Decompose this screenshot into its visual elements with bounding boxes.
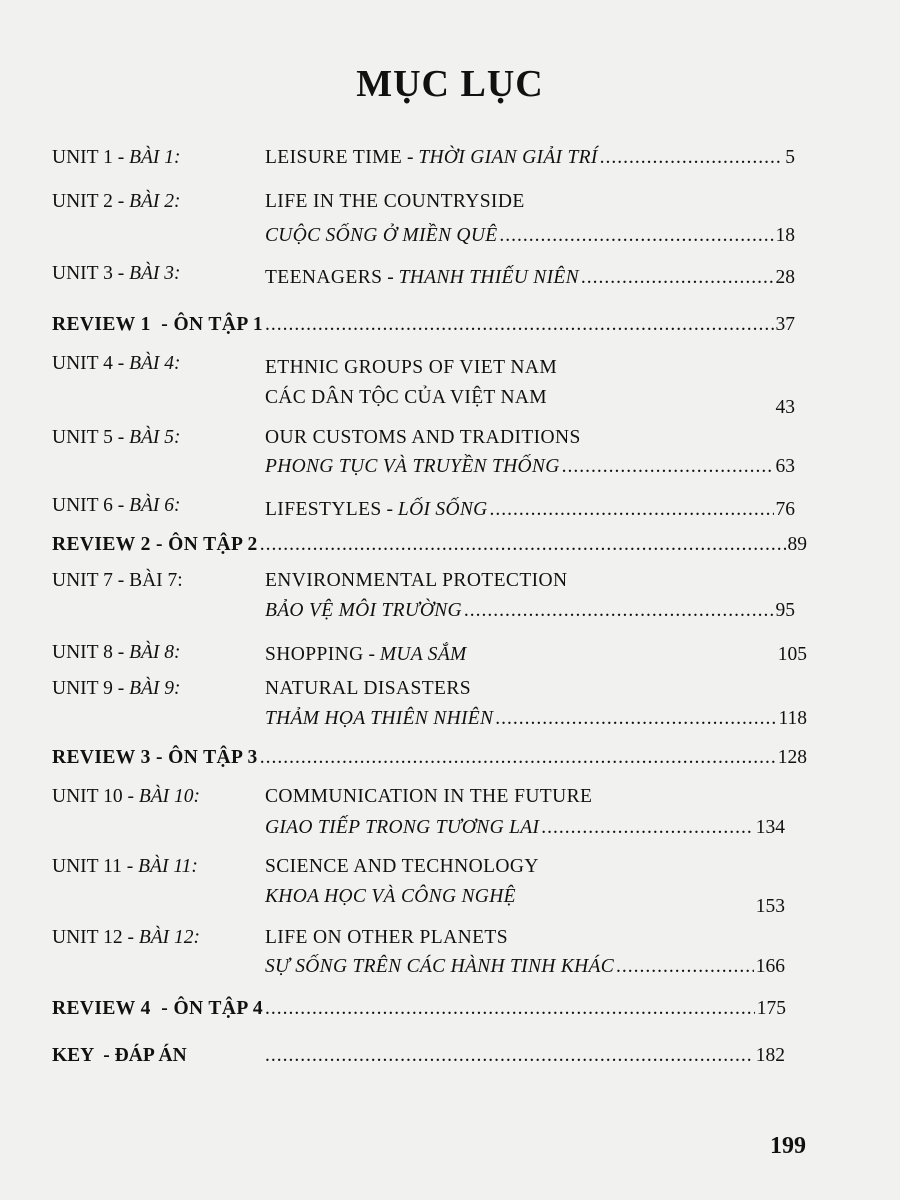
title-separator: - xyxy=(381,499,398,520)
toc-title-line xyxy=(265,266,795,290)
title-separator: - xyxy=(382,267,399,288)
english-title: LIFE IN THE COUNTRYSIDE xyxy=(265,191,525,212)
page-ref: 76 xyxy=(775,499,795,520)
vietnamese-title: KHOA HỌC VÀ CÔNG NGHỆ xyxy=(265,886,516,907)
bai-label: BÀI 10: xyxy=(138,786,201,807)
page-ref: 95 xyxy=(775,600,795,621)
toc-title-line xyxy=(52,533,807,557)
vietnamese-title: THẢM HỌA THIÊN NHIÊN xyxy=(265,708,494,729)
toc-title-line xyxy=(265,885,785,917)
english-title: COMMUNICATION IN THE FUTURE xyxy=(265,786,593,807)
toc-title-line xyxy=(52,313,795,337)
review-label: REVIEW 3 - ÔN TẬP 3 xyxy=(52,747,258,768)
toc-label xyxy=(52,785,200,809)
bai-label: BÀI 8: xyxy=(129,642,181,663)
dot-leader xyxy=(541,816,753,840)
bai-label: BÀI 2: xyxy=(129,191,181,212)
english-title: LIFESTYLES xyxy=(265,499,382,520)
toc-label xyxy=(52,352,181,376)
page-ref: 134 xyxy=(755,817,785,838)
page-ref: 128 xyxy=(777,747,807,768)
page-ref: 118 xyxy=(778,708,807,729)
review-label: REVIEW 1 - ÔN TẬP 1 xyxy=(52,314,263,335)
english-title: TEENAGERS xyxy=(265,267,383,288)
dot-leader xyxy=(562,455,774,479)
review-label: REVIEW 2 - ÔN TẬP 2 xyxy=(52,534,258,555)
vietnamese-title: LỐI SỐNG xyxy=(397,499,488,520)
vietnamese-title: SỰ SỐNG TRÊN CÁC HÀNH TINH KHÁC xyxy=(265,956,615,977)
page-ref: 166 xyxy=(755,956,785,977)
unit-label: UNIT 3 - xyxy=(52,263,130,284)
bai-label: BÀI 6: xyxy=(129,495,181,516)
dot-leader xyxy=(260,533,786,557)
toc-title-line xyxy=(265,707,807,731)
toc-title-line xyxy=(265,599,795,623)
toc-title-line xyxy=(265,146,795,170)
bai-label: BÀI 4: xyxy=(129,353,181,374)
dot-leader xyxy=(464,599,774,623)
toc-label xyxy=(52,569,183,593)
toc-label xyxy=(52,494,181,518)
page-ref: 18 xyxy=(775,225,795,246)
page-ref: 153 xyxy=(755,896,785,917)
page-ref: 89 xyxy=(787,534,807,555)
vietnamese-title: MUA SẮM xyxy=(379,644,467,665)
page-ref: 182 xyxy=(755,1045,785,1066)
toc-title-line xyxy=(265,224,795,248)
toc-label xyxy=(52,262,181,286)
dot-leader xyxy=(265,1044,754,1068)
dot-leader xyxy=(581,266,774,290)
bai-label: BÀI 12: xyxy=(138,927,201,948)
english-title: OUR CUSTOMS AND TRADITIONS xyxy=(265,427,581,448)
bai-label: BÀI 11: xyxy=(138,856,198,877)
unit-label: UNIT 9 - xyxy=(52,678,130,699)
unit-label: UNIT 4 - xyxy=(52,353,130,374)
page-title: MỤC LỤC xyxy=(356,63,544,105)
title-separator: - xyxy=(363,644,380,665)
unit-label: UNIT 5 - xyxy=(52,427,130,448)
english-title: SCIENCE AND TECHNOLOGY xyxy=(265,856,539,877)
dot-leader xyxy=(260,746,776,770)
page-ref: 5 xyxy=(785,147,795,168)
toc-title-line xyxy=(265,455,795,479)
vietnamese-title: BẢO VỆ MÔI TRƯỜNG xyxy=(265,600,462,621)
page-ref: 43 xyxy=(775,397,795,418)
english-title: LIFE ON OTHER PLANETS xyxy=(265,927,508,948)
bai-label: BÀI 5: xyxy=(129,427,181,448)
unit-label: UNIT 1 - xyxy=(52,147,130,168)
toc-title-line xyxy=(265,498,795,522)
toc-title-line xyxy=(265,816,785,840)
toc-title-line xyxy=(52,997,786,1021)
unit-label: UNIT 7 - BÀI 7: xyxy=(52,570,183,591)
vietnamese-title: THANH THIẾU NIÊN xyxy=(398,267,579,288)
dot-leader xyxy=(616,955,754,979)
toc-label xyxy=(52,855,198,879)
vietnamese-title: GIAO TIẾP TRONG TƯƠNG LAI xyxy=(265,817,540,838)
dot-leader xyxy=(265,313,774,337)
dot-leader xyxy=(495,707,776,731)
title-separator: - xyxy=(402,147,419,168)
dot-leader xyxy=(499,224,773,248)
page-ref: 105 xyxy=(777,644,807,665)
toc-label xyxy=(52,190,181,214)
unit-label: UNIT 11 - xyxy=(52,856,139,877)
vietnamese-title: PHONG TỤC VÀ TRUYỀN THỐNG xyxy=(265,456,560,477)
toc-label xyxy=(52,426,181,450)
page-ref: 175 xyxy=(756,998,786,1019)
unit-label: UNIT 10 - xyxy=(52,786,139,807)
unit-label: UNIT 12 - xyxy=(52,927,139,948)
bai-label: BÀI 1: xyxy=(129,147,181,168)
dot-leader xyxy=(265,997,755,1021)
page-ref: 28 xyxy=(775,267,795,288)
bai-label: BÀI 9: xyxy=(129,678,181,699)
english-title: SHOPPING xyxy=(265,644,364,665)
toc-title-line xyxy=(265,1044,785,1068)
toc-label xyxy=(52,677,181,701)
vietnamese-title: THỜI GIAN GIẢI TRÍ xyxy=(418,147,598,168)
toc-title-line xyxy=(265,386,795,418)
bai-label: BÀI 3: xyxy=(129,263,181,284)
unit-label: UNIT 8 - xyxy=(52,642,130,663)
toc-label xyxy=(52,926,200,950)
vietnamese-title: CÁC DÂN TỘC CỦA VIỆT NAM xyxy=(265,387,547,408)
unit-label: UNIT 2 - xyxy=(52,191,130,212)
english-title: ENVIRONMENTAL PROTECTION xyxy=(265,570,568,591)
toc-title-line xyxy=(52,746,807,770)
toc-label xyxy=(52,146,181,170)
dot-leader xyxy=(490,498,774,522)
vietnamese-title: CUỘC SỐNG Ở MIỀN QUÊ xyxy=(265,225,498,246)
page-ref: 63 xyxy=(775,456,795,477)
english-title: NATURAL DISASTERS xyxy=(265,678,471,699)
english-title: LEISURE TIME xyxy=(265,147,403,168)
unit-label: UNIT 6 - xyxy=(52,495,130,516)
page-ref: 37 xyxy=(775,314,795,335)
toc-title-line xyxy=(265,955,785,979)
key-label: KEY - ĐÁP ÁN xyxy=(52,1045,187,1066)
toc-label xyxy=(52,641,181,665)
dot-leader xyxy=(600,146,784,170)
toc-title-line xyxy=(265,643,807,667)
review-label: REVIEW 4 - ÔN TẬP 4 xyxy=(52,998,263,1019)
english-title: ETHNIC GROUPS OF VIET NAM xyxy=(265,357,558,378)
page-number: 199 xyxy=(770,1133,806,1159)
